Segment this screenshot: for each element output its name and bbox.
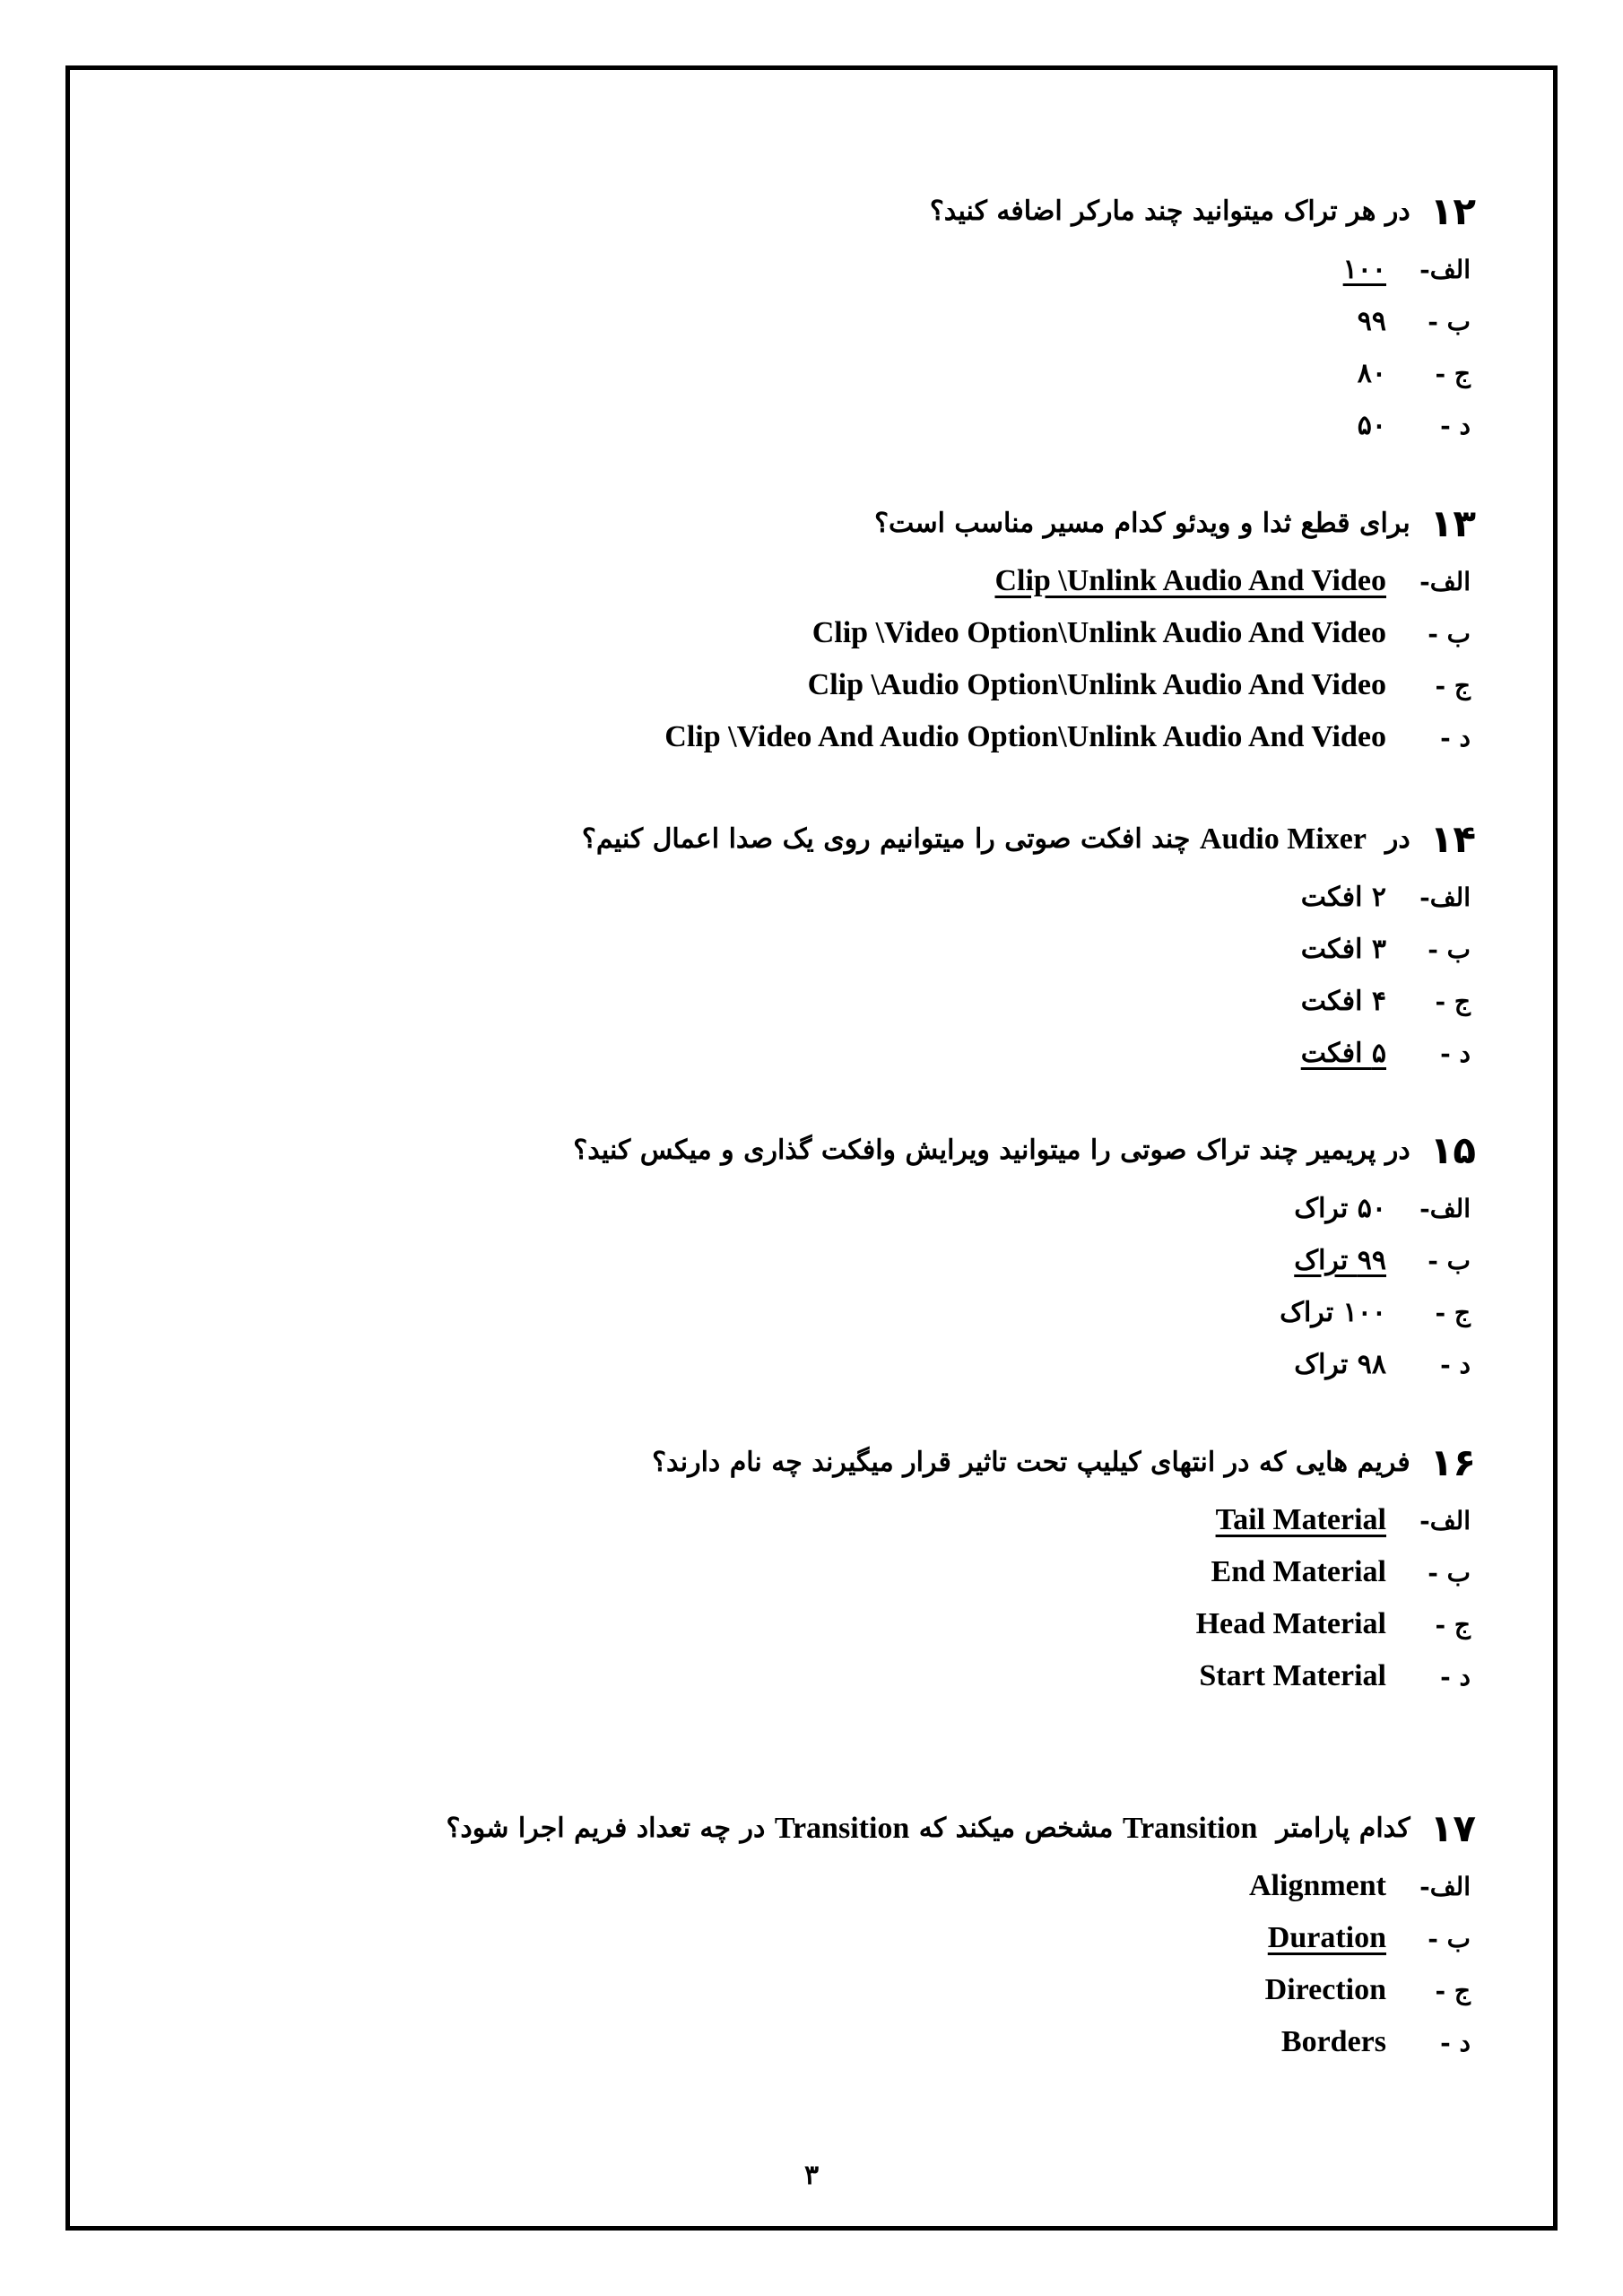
option-label: ج - (1435, 670, 1471, 700)
option-label: الف- (1419, 254, 1471, 284)
question-text-latin: Transition (1122, 1812, 1258, 1845)
option-c (664, 659, 1476, 711)
question-text-latin: Audio Mixer (1199, 822, 1367, 856)
option-label: ج - (1435, 1297, 1471, 1327)
option-d (573, 1338, 1476, 1390)
option-value: End Material (1211, 1555, 1386, 1588)
question-13 (664, 501, 1476, 763)
question-text-before: در (1384, 823, 1410, 855)
question-text-middle: مشخص میکند که (918, 1813, 1114, 1844)
question-number: ۱۷ (1429, 1806, 1476, 1850)
option-a (582, 871, 1476, 923)
option-value: ۳ افکت (1300, 933, 1386, 965)
option-label: ب - (1428, 306, 1471, 336)
question-text-after: در چه تعداد فریم اجرا شود؟ (446, 1813, 766, 1844)
option-c (447, 1964, 1477, 2016)
option-value-correct: ۹۹ تراک (1294, 1244, 1386, 1276)
option-value: ۴ افکت (1300, 985, 1386, 1017)
option-b (573, 1234, 1476, 1286)
option-value: ۹۹ (1357, 305, 1386, 337)
option-b (582, 923, 1476, 975)
option-value: Head Material (1195, 1607, 1386, 1640)
option-value: ۸۰ (1357, 357, 1386, 389)
option-b (652, 1546, 1476, 1598)
option-label: ج - (1435, 1609, 1471, 1639)
option-d (664, 711, 1476, 763)
question-text-latin-2: Transition (774, 1812, 910, 1845)
question-text-before: کدام پارامتر (1276, 1813, 1410, 1844)
option-value: Clip \Video And Audio Option\Unlink Audio And Video (664, 720, 1386, 753)
option-value: ۹۸ تراک (1294, 1348, 1386, 1380)
option-c (582, 975, 1476, 1027)
option-c (652, 1598, 1476, 1650)
option-value-correct: ۵ افکت (1300, 1037, 1386, 1069)
option-d (930, 399, 1476, 451)
option-label: ب - (1428, 1923, 1471, 1953)
option-label: ب - (1428, 618, 1471, 648)
option-label: ب - (1428, 1557, 1471, 1587)
question-text: در پریمیر چند تراک صوتی را میتوانید ویرایش وافکت گذاری و میکس کنید؟ (573, 1135, 1410, 1166)
option-value-correct: ۱۰۰ (1342, 253, 1386, 285)
question-number: ۱۴ (1429, 817, 1476, 861)
question-15 (573, 1128, 1476, 1390)
option-label: الف- (1419, 566, 1471, 596)
option-a (930, 243, 1476, 295)
option-label: ج - (1435, 1975, 1471, 2005)
option-value-correct: Tail Material (1215, 1503, 1386, 1536)
option-d (447, 2016, 1477, 2068)
option-a (652, 1494, 1476, 1546)
option-value: ۲ افکت (1300, 881, 1386, 913)
question-17 (446, 1806, 1477, 2068)
option-c (930, 347, 1476, 399)
option-value: Direction (1264, 1973, 1386, 2006)
question-text: در هر تراک میتوانید چند مارکر اضافه کنید؟ (929, 196, 1410, 227)
option-label: ب - (1428, 934, 1471, 964)
option-label: د - (1440, 722, 1471, 752)
option-value-correct: Clip \Unlink Audio And Video (994, 564, 1386, 597)
option-label: الف- (1419, 882, 1471, 912)
option-a (447, 1860, 1477, 1912)
option-value: Clip \Video Option\Unlink Audio And Video (812, 616, 1386, 649)
option-label: د - (1440, 1661, 1471, 1692)
option-value: Alignment (1249, 1869, 1386, 1902)
option-label: الف- (1419, 1505, 1471, 1535)
page-number: ۳ (803, 2160, 820, 2191)
option-value-correct: Duration (1267, 1921, 1386, 1954)
option-value: Start Material (1199, 1659, 1386, 1692)
option-label: د - (1440, 1038, 1471, 1068)
option-label: ب - (1428, 1245, 1471, 1275)
option-label: الف- (1419, 1193, 1471, 1223)
option-c (573, 1286, 1476, 1338)
option-a (573, 1182, 1476, 1234)
option-label: د - (1440, 1349, 1471, 1379)
question-number: ۱۲ (1429, 189, 1476, 233)
question-text: برای قطع ثدا و ویدئو کدام مسیر مناسب است؟ (874, 508, 1410, 539)
option-value: ۵۰ تراک (1294, 1192, 1386, 1224)
question-16 (652, 1440, 1476, 1702)
question-12 (929, 189, 1476, 451)
option-d (582, 1027, 1476, 1079)
option-label: د - (1440, 2027, 1471, 2057)
option-b (447, 1912, 1477, 1964)
option-b (930, 295, 1476, 347)
question-number: ۱۳ (1429, 501, 1476, 545)
option-value: Borders (1280, 2025, 1386, 2058)
option-label: د - (1440, 410, 1471, 440)
question-number: ۱۶ (1429, 1440, 1476, 1484)
question-14 (581, 817, 1476, 1079)
option-b (664, 607, 1476, 659)
option-value: ۱۰۰ تراک (1280, 1296, 1386, 1328)
option-value: ۵۰ (1357, 409, 1386, 441)
question-text-after: چند افکت صوتی را میتوانیم روی یک صدا اعمال کنیم؟ (581, 823, 1191, 855)
option-value: Clip \Audio Option\Unlink Audio And Video (807, 668, 1386, 701)
option-a (664, 555, 1476, 607)
option-d (652, 1650, 1476, 1702)
option-label: ج - (1435, 358, 1471, 388)
option-label: الف- (1419, 1871, 1471, 1901)
question-number: ۱۵ (1429, 1128, 1476, 1172)
option-label: ج - (1435, 986, 1471, 1016)
question-text: فریم هایی که در انتهای کیلیپ تحت تاثیر قرار میگیرند چه نام دارند؟ (652, 1447, 1410, 1478)
